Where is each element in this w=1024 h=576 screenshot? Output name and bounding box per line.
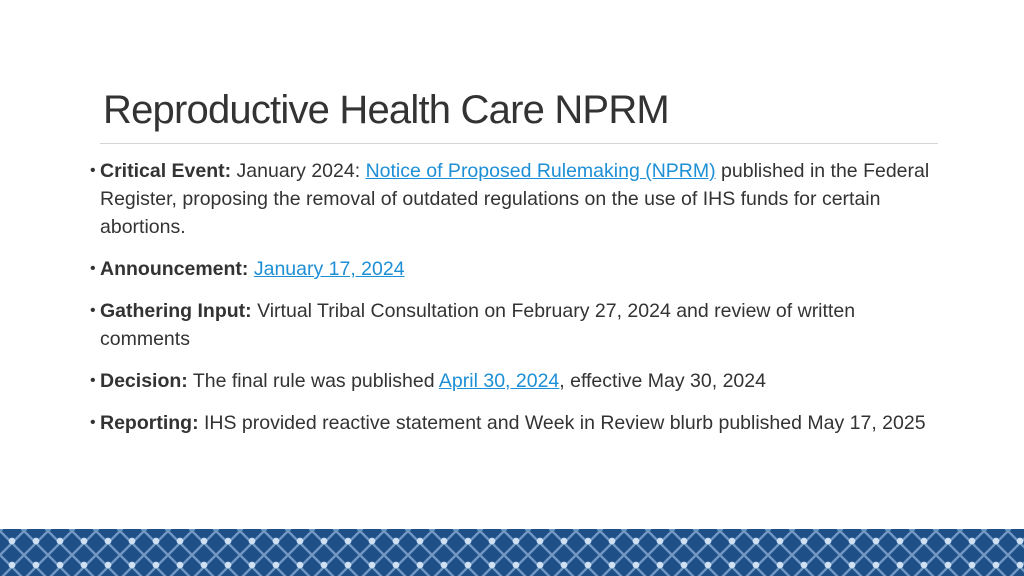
bullet-list <box>88 157 948 451</box>
title-divider <box>100 143 938 144</box>
bullet-text: , effective May 30, 2024 <box>559 370 766 392</box>
bullet-decision <box>88 367 948 395</box>
bullet-label: Announcement: <box>100 258 249 280</box>
bullet-critical-event <box>88 157 948 241</box>
bullet-text: published in the Federal Register, proposing the removal of outdated regulations on the use of IHS funds for certain abortions. <box>100 160 930 238</box>
announcement-date-link[interactable]: January 17, 2024 <box>253 258 405 280</box>
bullet-text: January 2024: <box>231 160 366 182</box>
slide-title: Reproductive Health Care NPRM <box>103 88 669 132</box>
final-rule-date-link[interactable]: April 30, 2024 <box>438 370 560 392</box>
bullet-label: Reporting: <box>100 412 199 434</box>
bullet-gathering-input <box>88 297 948 353</box>
bullet-label: Decision: <box>100 370 188 392</box>
bullet-text: IHS provided reactive statement and Week in Review blurb published May 17, 2025 <box>198 412 926 434</box>
nprm-link[interactable]: Notice of Proposed Rulemaking (NPRM) <box>365 160 716 182</box>
decorative-pattern-footer <box>0 529 1024 576</box>
bullet-reporting <box>88 409 948 437</box>
bullet-text: The final rule was published <box>187 370 439 392</box>
bullet-label: Critical Event: <box>100 160 232 182</box>
bullet-text: Virtual Tribal Consultation on February 27, 2024 and review of written comments <box>100 300 856 350</box>
bullet-label: Gathering Input: <box>100 300 252 322</box>
bullet-announcement <box>88 255 948 283</box>
